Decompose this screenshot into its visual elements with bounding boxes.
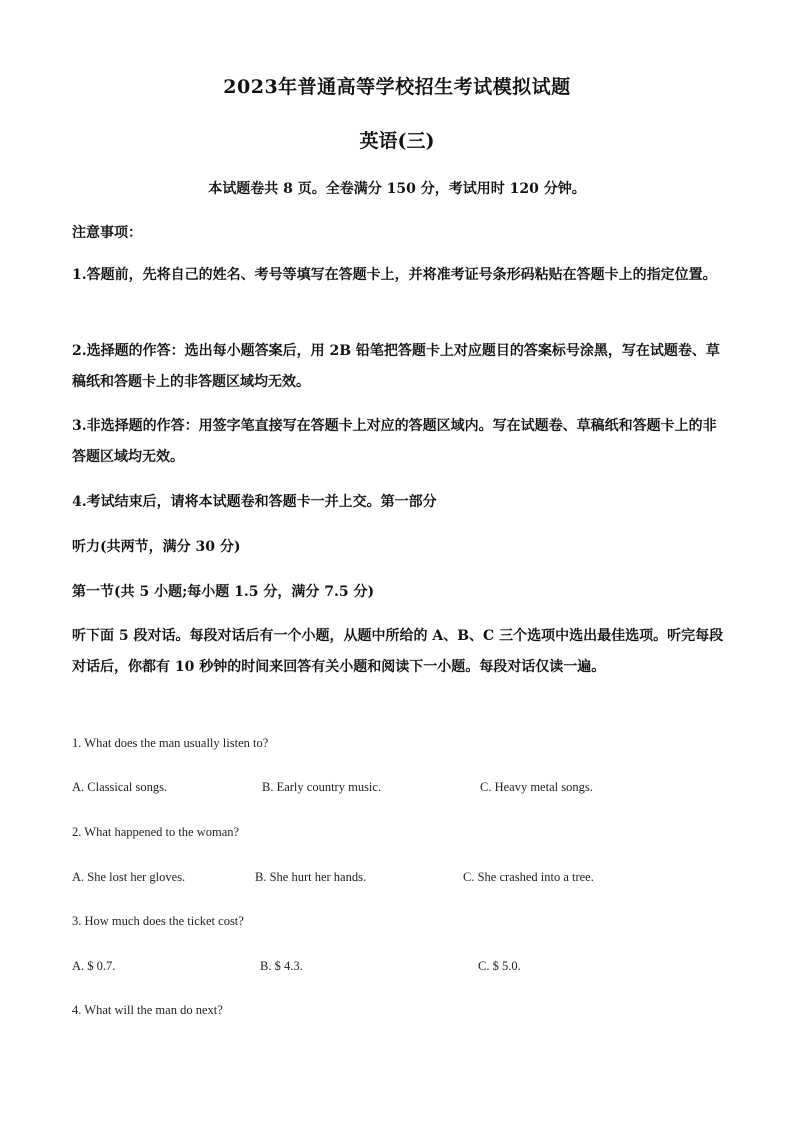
section-part: 听力(共两节，满分 30 分) <box>72 539 241 555</box>
note-item-3: 3.非选择题的作答：用签字笔直接写在答题卡上对应的答题区域内。写在试题卷、草稿纸和答题卡上的非答题区域均无效。 <box>72 418 717 465</box>
section-instructions: 听下面 5 段对话。每段对话后有一个小题，从题中所给的 A、B、C 三个选项中选出最佳选项。听完每段对话后，你都有 10 秒钟的时间来回答有关小题和阅读下一小题。每段对话仅读一遍。 <box>72 628 724 675</box>
question-2: 2. What happened to the woman? <box>72 825 240 839</box>
exam-title: 2023年普通高等学校招生考试模拟试题 <box>223 76 571 98</box>
question-2-option-c: C. She crashed into a tree. <box>463 870 594 884</box>
question-3-option-b: B. $ 4.3. <box>260 959 303 973</box>
note-item-2: 2.选择题的作答：选出每小题答案后，用 2B 铅笔把答题卡上对应题目的答案标号涂黑，写在试题卷、草稿纸和答题卡上的非答题区域均无效。 <box>72 343 720 390</box>
note-item-1: 1.答题前，先将自己的姓名、考号等填写在答题卡上，并将准考证号条形码粘贴在答题卡上的指定位置。 <box>72 267 717 283</box>
exam-subtitle: 英语(三) <box>359 130 435 152</box>
section-sub: 第一节(共 5 小题;每小题 1.5 分，满分 7.5 分) <box>72 584 375 600</box>
question-3-option-c: C. $ 5.0. <box>478 959 521 973</box>
question-3: 3. How much does the ticket cost? <box>72 914 244 928</box>
note-item-4: 4.考试结束后，请将本试题卷和答题卡一并上交。第一部分 <box>72 494 437 510</box>
notes-heading: 注意事项： <box>72 225 142 241</box>
exam-intro: 本试题卷共 8 页。全卷满分 150 分，考试用时 120 分钟。 <box>208 181 586 197</box>
question-3-option-a: A. $ 0.7. <box>72 959 116 973</box>
question-2-option-b: B. She hurt her hands. <box>255 870 367 884</box>
question-1: 1. What does the man usually listen to? <box>72 736 269 750</box>
question-4: 4. What will the man do next? <box>72 1003 223 1017</box>
question-1-option-c: C. Heavy metal songs. <box>480 780 593 794</box>
question-1-option-a: A. Classical songs. <box>72 780 168 794</box>
question-2-option-a: A. She lost her gloves. <box>72 870 186 884</box>
question-1-option-b: B. Early country music. <box>262 780 382 794</box>
